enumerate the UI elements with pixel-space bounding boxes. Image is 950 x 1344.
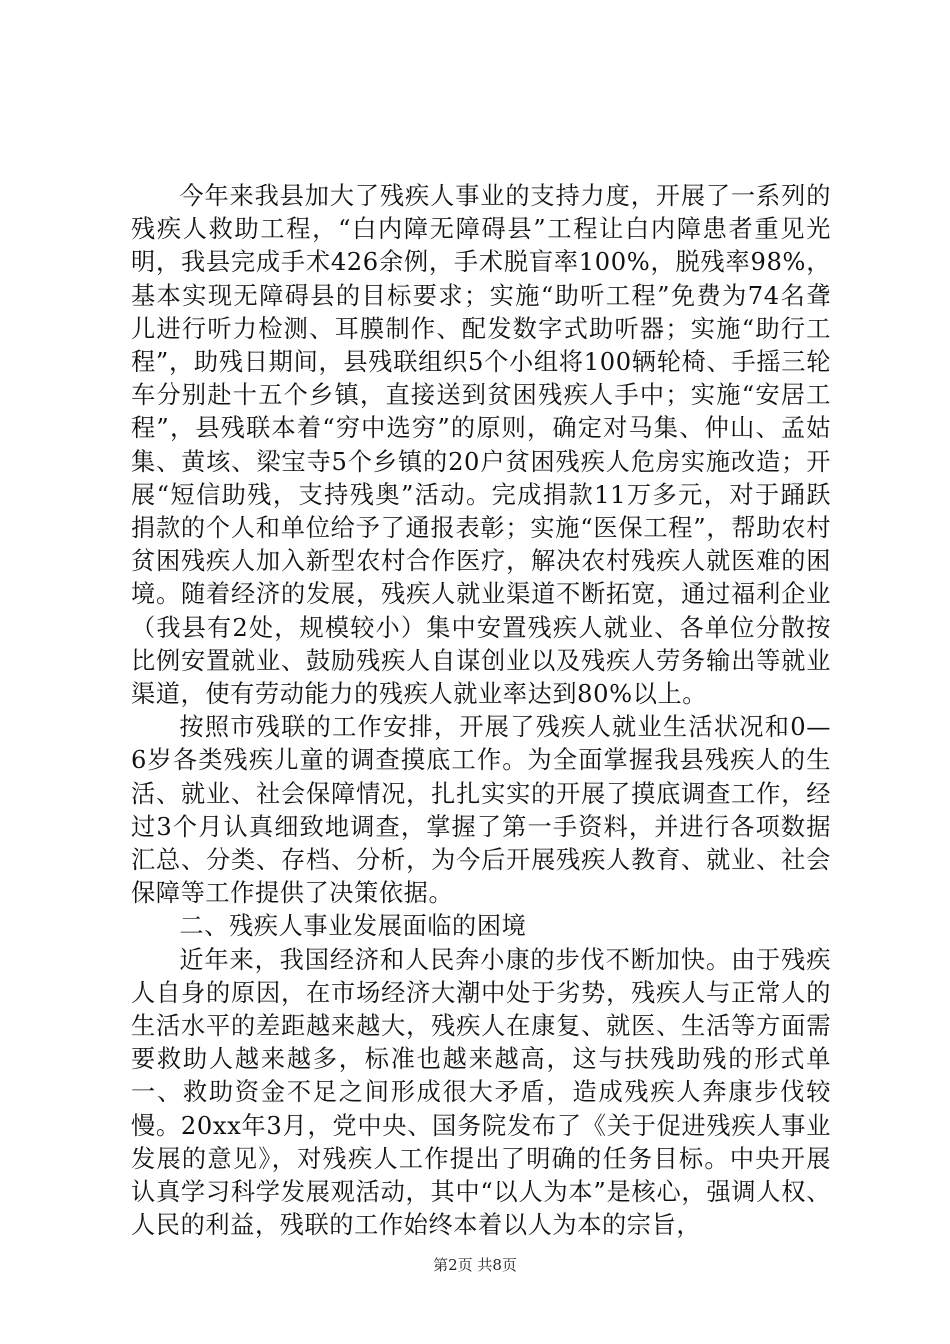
paragraph-difficulties: 近年来，我国经济和人民奔小康的步伐不断加快。由于残疾人自身的原因，在市场经济大潮中处于劣势，残疾人与正常人的生活水平的差距越来越大，残疾人在康复、就医、生活等方面需要救助人越来越多，标准也越来越高，这与扶残助残的形式单一、救助资金不足之间形成很大矛盾，造成残疾人奔康步伐较慢。20xx年3月，党中央、国务院发布了《关于促进残疾人事业发展的意见》，对残疾人工作提出了明确的任务目标。中央开展认真学习科学发展观活动，其中“以人为本”是核心，强调人权、人民的利益，残联的工作始终本着以人为本的宗旨，: [131, 945, 831, 1240]
paragraph-rescue-projects: 今年来我县加大了残疾人事业的支持力度，开展了一系列的残疾人救助工程，“白内障无障碍县”工程让白内障患者重见光明，我县完成手术426余例，手术脱盲率100%，脱残率98%，基本实现无障碍县的目标要求；实施“助听工程”免费为74名聋儿进行听力检测、耳膜制作、配发数字式助听器；实施“助行工程”，助残日期间，县残联组织5个小组将100辆轮椅、手摇三轮车分别赴十五个乡镇，直接送到贫困残疾人手中；实施“安居工程”，县残联本着“穷中选穷”的原则，确定对马集、仲山、孟姑集、黄垓、梁宝寺5个乡镇的20户贫困残疾人危房实施改造；开展“短信助残，支持残奥”活动。完成捐款11万多元，对于踊跃捐款的个人和单位给予了通报表彰；实施“医保工程”，帮助农村贫困残疾人加入新型农村合作医疗，解决农村残疾人就医难的困境。随着经济的发展，残疾人就业渠道不断拓宽，通过福利企业（我县有2处，规模较小）集中安置残疾人就业、各单位分散按比例安置就业、鼓励残疾人自谋创业以及残疾人劳务输出等就业渠道，使有劳动能力的残疾人就业率达到80%以上。: [131, 182, 831, 709]
page-number-footer: 第2页 共8页: [433, 1256, 517, 1274]
document-body: [131, 180, 831, 1243]
paragraph-survey-work: 按照市残联的工作安排，开展了残疾人就业生活状况和0—6岁各类残疾儿童的调查摸底工作。为全面掌握我县残疾人的生活、就业、社会保障情况，扎扎实实的开展了摸底调查工作，经过3个月认真细致地调查，掌握了第一手资料，并进行各项数据汇总、分类、存档、分析，为今后开展残疾人教育、就业、社会保障等工作提供了决策依据。: [131, 713, 831, 908]
section-heading: 二、残疾人事业发展面临的困境: [179, 912, 527, 941]
